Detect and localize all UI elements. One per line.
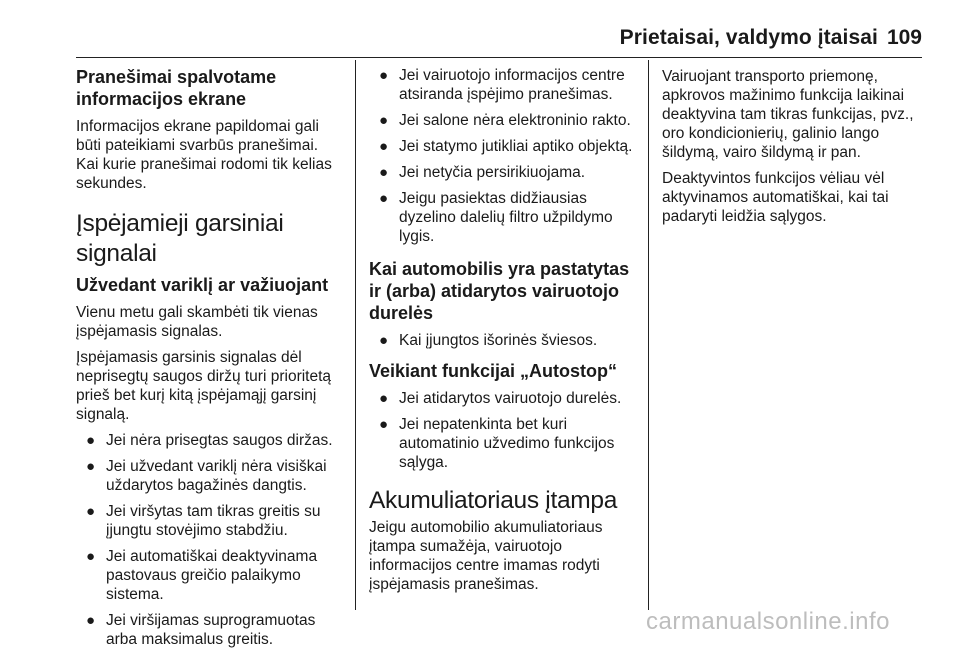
column-3 <box>662 67 932 233</box>
section-heading: Kai automobilis yra pastatytas ir (arba) atidarytos vairuotojo durelės <box>369 259 630 323</box>
bullet-list <box>369 331 637 350</box>
bullet-list <box>369 66 637 246</box>
list-item-text: Jei netyčia persirikiuojama. <box>399 164 586 181</box>
section-heading: Veikiant funkcijai „Autostop“ <box>369 361 618 381</box>
bullet-icon: ● <box>379 332 389 349</box>
bullet-icon: ● <box>379 190 389 207</box>
header-rule <box>76 57 922 58</box>
paragraph: Vienu metu gali skambėti tik vienas įspėjamasis signalas. <box>76 304 318 340</box>
list-item <box>369 189 637 246</box>
list-item <box>76 502 344 540</box>
main-heading: Įspėjamieji garsiniai signalai <box>76 210 284 267</box>
list-item <box>369 389 637 408</box>
paragraph: Įspėjamasis garsinis signalas dėl neprisegtų saugos diržų turi prioritetą prieš bet kurį kitą įspėjamąjį garsinį signalą. <box>76 349 332 423</box>
bullet-icon: ● <box>86 458 96 475</box>
paragraph: Deaktyvintos funkcijos vėliau vėl aktyvinamos automatiškai, kai tai padaryti leidžia sąlygos. <box>662 170 889 225</box>
list-item-text: Jei atidarytos vairuotojo durelės. <box>399 390 622 407</box>
paragraph: Informacijos ekrane papildomai gali būti pateikiami svarbūs pranešimai. Kai kurie pranešimai rodomi tik kelias sekundes. <box>76 118 332 192</box>
list-item-text: Jei užvedant variklį nėra visiškai uždarytos bagažinės dangtis. <box>106 458 327 494</box>
list-item-text: Jei automatiškai deaktyvinama pastovaus greičio palaikymo sistema. <box>106 548 318 603</box>
bullet-icon: ● <box>379 67 389 84</box>
list-item <box>76 431 344 450</box>
column-1 <box>76 60 344 656</box>
bullet-icon: ● <box>379 416 389 433</box>
watermark: carmanualsonline.info <box>646 608 890 635</box>
header-title: Prietaisai, valdymo įtaisai <box>619 26 878 49</box>
list-item <box>369 66 637 104</box>
bullet-icon: ● <box>86 612 96 629</box>
page-header <box>0 0 960 60</box>
list-item <box>369 111 637 130</box>
main-heading: Akumuliatoriaus įtampa <box>369 487 618 514</box>
column-divider <box>355 60 356 610</box>
column-2 <box>369 66 637 601</box>
bullet-icon: ● <box>379 112 389 129</box>
bullet-icon: ● <box>379 390 389 407</box>
bullet-icon: ● <box>86 432 96 449</box>
bullet-icon: ● <box>379 138 389 155</box>
list-item-text: Jei statymo jutikliai aptiko objektą. <box>399 138 633 155</box>
list-item-text: Jei nėra prisegtas saugos diržas. <box>106 432 333 449</box>
sub-heading: Užvedant variklį ar važiuojant <box>76 275 329 295</box>
list-item <box>76 611 344 649</box>
bullet-icon: ● <box>86 503 96 520</box>
list-item <box>369 415 637 472</box>
list-item <box>369 137 637 156</box>
bullet-icon: ● <box>86 548 96 565</box>
list-item-text: Jei salone nėra elektroninio rakto. <box>399 112 631 129</box>
list-item-text: Jei viršijamas suprogramuotas arba maksimalus greitis. <box>106 612 316 648</box>
paragraph: Vairuojant transporto priemonę, apkrovos mažinimo funkcija laikinai deaktyvina tam tikras funkcijas, pvz., oro kondicionierių, galinio lango šildymą, vairo šildymą ir pan. <box>662 68 914 161</box>
paragraph: Jeigu automobilio akumuliatoriaus įtampa sumažėja, vairuotojo informacijos centre imamas rodyti įspėjamasis pranešimas. <box>369 519 603 593</box>
column-divider <box>648 60 649 610</box>
list-item <box>76 547 344 604</box>
bullet-list <box>76 431 344 649</box>
list-item-text: Jei viršytas tam tikras greitis su įjungtu stovėjimo stabdžiu. <box>106 503 321 539</box>
list-item-text: Kai įjungtos išorinės šviesos. <box>399 332 598 349</box>
bullet-list <box>369 389 637 472</box>
list-item-text: Jei nepatenkinta bet kuri automatinio užvedimo funkcijos sąlyga. <box>399 416 615 471</box>
bullet-icon: ● <box>379 164 389 181</box>
list-item-text: Jei vairuotojo informacijos centre atsiranda įspėjimo pranešimas. <box>399 67 625 103</box>
section-heading: Pranešimai spalvotame informacijos ekrane <box>76 67 277 109</box>
page-number: 109 <box>886 26 922 49</box>
list-item <box>369 331 637 350</box>
list-item <box>76 457 344 495</box>
list-item-text: Jeigu pasiektas didžiausias dyzelino dalelių filtro užpildymo lygis. <box>399 190 613 245</box>
list-item <box>369 163 637 182</box>
